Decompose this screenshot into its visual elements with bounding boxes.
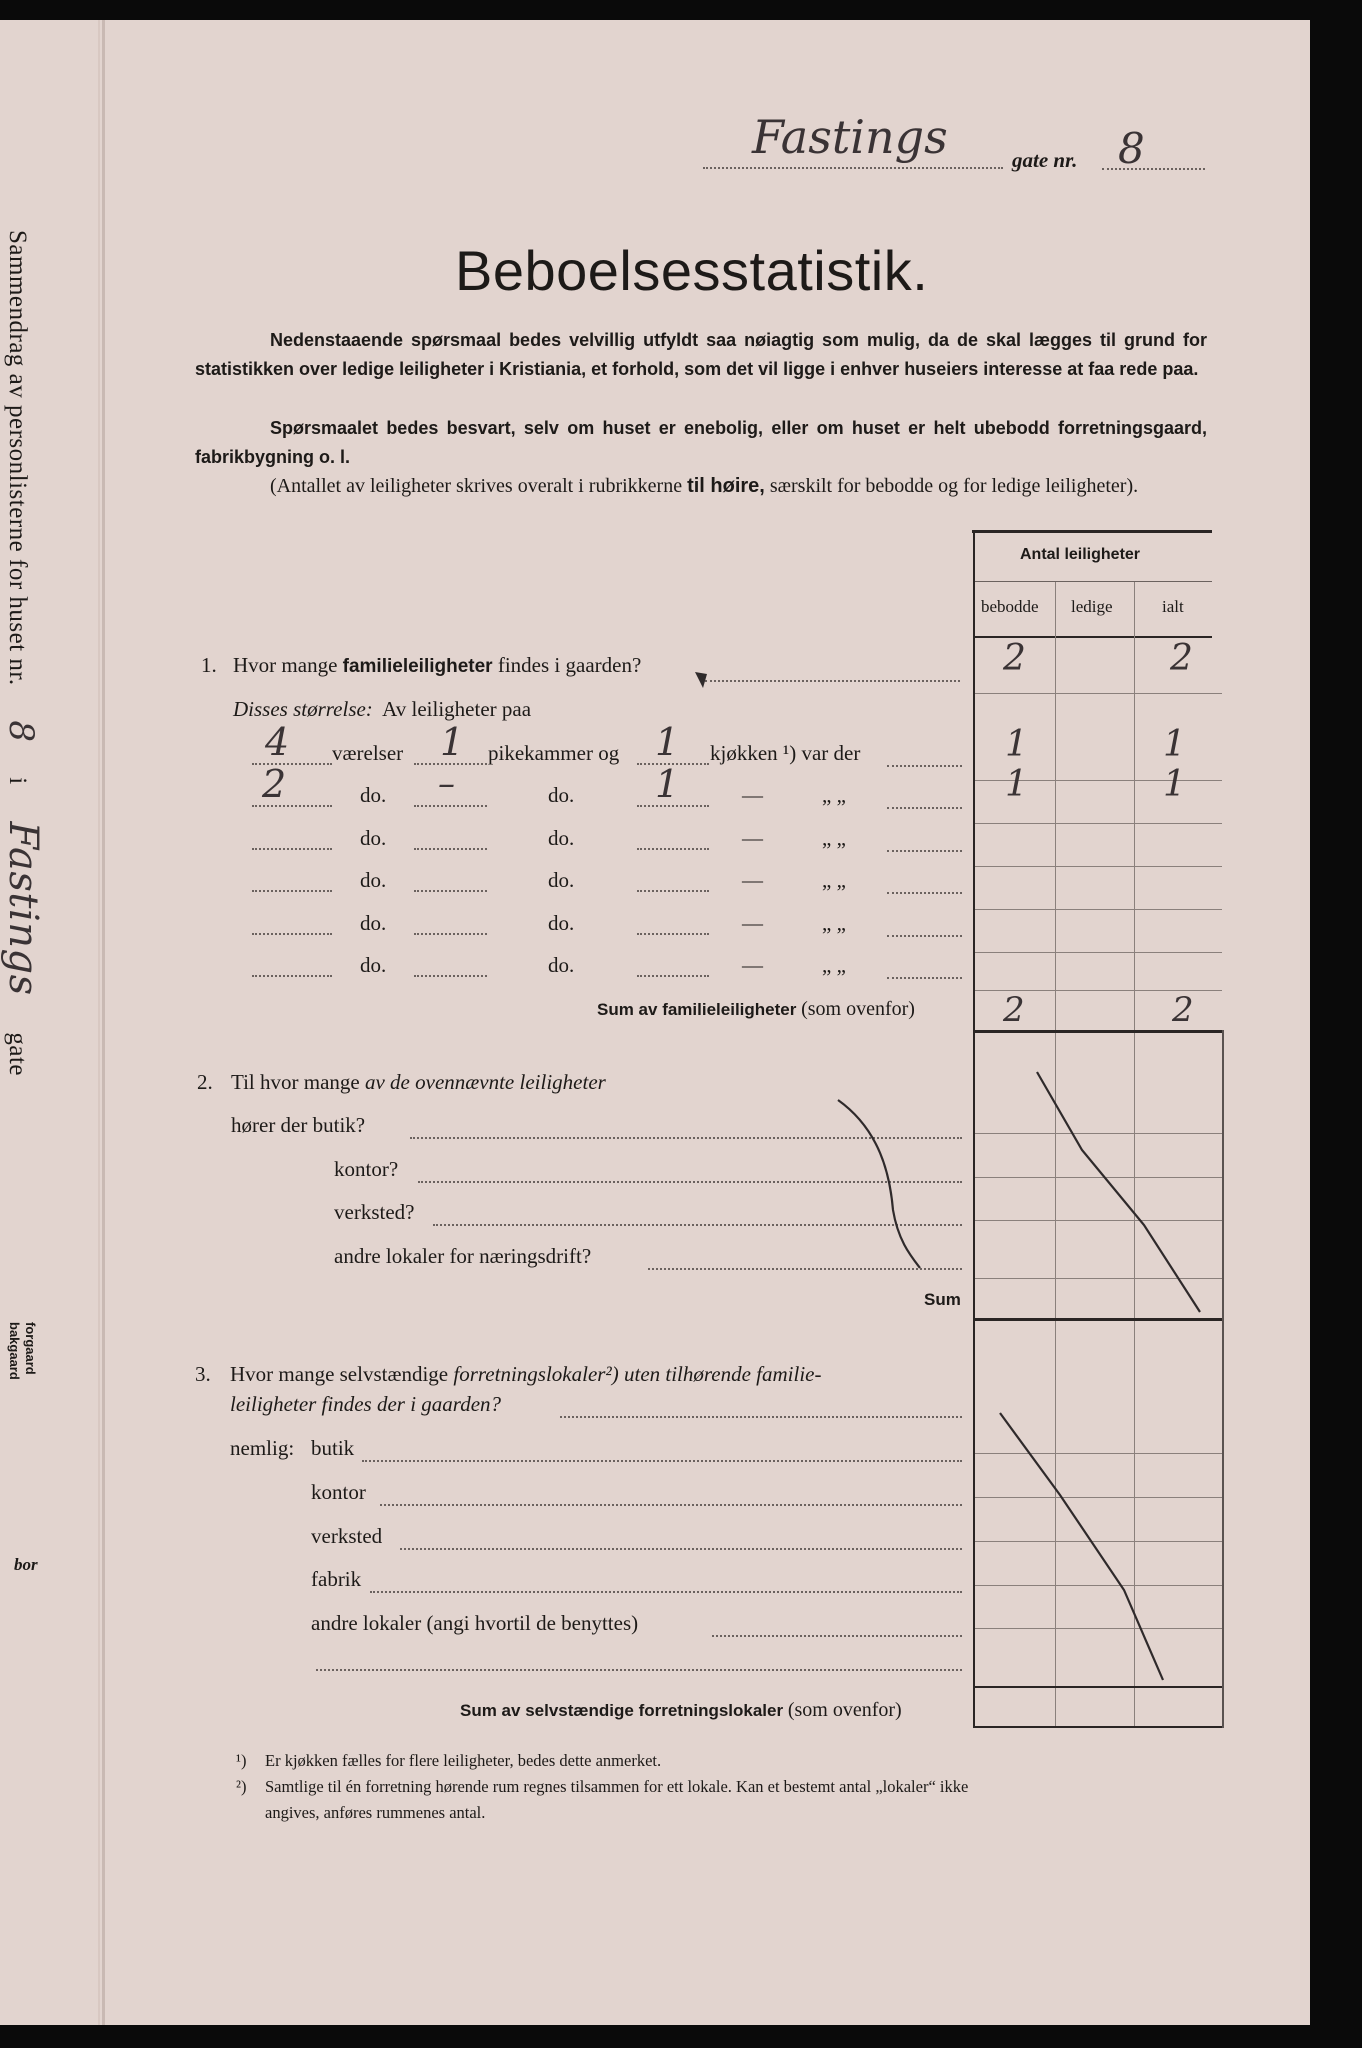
maid-label: pikekammer og — [488, 741, 620, 765]
kitchen-label: — — [742, 826, 763, 850]
q1-sum-bebodde: 2 — [1003, 990, 1025, 1030]
q3-text-a: Hvor mange selvstændige — [230, 1362, 449, 1386]
rooms-value: 4 — [265, 720, 290, 764]
row-bebodde: 1 — [1005, 724, 1028, 765]
sidebar-bor: bor — [14, 1555, 38, 1574]
sidebar-house-nr: 8 — [1, 720, 41, 743]
q3-sum-label-b: (som ovenfor) — [787, 1699, 902, 1721]
q2-table-cross-stroke — [1037, 1072, 1200, 1312]
row-ialt: 1 — [1163, 724, 1186, 765]
q1-sum-ialt: 2 — [1172, 990, 1194, 1030]
q1-sum-label-b: (som ovenfor) — [801, 998, 915, 1020]
q2-item-butik: hører der butik? — [231, 1113, 366, 1137]
page-title: Beboelsesstatistik. — [455, 239, 929, 302]
q1-number: 1. — [201, 653, 217, 677]
intro-p3-text-c: særskilt for bebodde og for ledige leiligheter). — [764, 475, 1139, 497]
ditto-marks: „ „ — [822, 868, 846, 892]
footnote-2-mark: ²) — [236, 1777, 247, 1796]
q1-bebodde: 2 — [1003, 638, 1026, 679]
q3-text-c: uten tilhørende familie- — [623, 1362, 822, 1386]
row-ialt: 1 — [1163, 764, 1186, 805]
col-header-ialt: ialt — [1162, 597, 1184, 616]
q1-ialt: 2 — [1170, 638, 1193, 679]
col-header-ledige: ledige — [1071, 597, 1113, 616]
q2-number: 2. — [197, 1070, 213, 1094]
sidebar-text-3: gate — [4, 1032, 31, 1077]
q1-sub-a: Disses størrelse: — [233, 697, 373, 721]
maid-label: do. — [548, 953, 575, 977]
rooms-label: do. — [360, 783, 387, 807]
q1-text-b: familieleiligheter — [342, 656, 493, 677]
q2-text-b: av de ovennævnte leiligheter — [364, 1070, 606, 1094]
maid-label: do. — [548, 826, 575, 850]
rooms-label: do. — [360, 868, 387, 892]
table-title: Antal leiligheter — [1020, 546, 1141, 563]
q2-cross-stroke — [838, 1100, 920, 1268]
maid-label: do. — [548, 783, 575, 807]
kitchen-label: — — [742, 783, 763, 807]
kitchen-value: 1 — [655, 762, 680, 806]
street-name-handwritten: Fastings — [752, 110, 948, 164]
intro-p3-emphasis: til høire, — [687, 475, 765, 497]
footnote-1-mark: ¹) — [236, 1751, 247, 1770]
intro-paragraph-2: Spørsmaalet bedes besvart, selv om huset er enebolig, eller om huset er helt ubebodd forretningsgaard, fabrikbygning o. l. — [195, 418, 1207, 467]
q2-text-a: Til hvor mange — [231, 1070, 360, 1094]
q3-prefix: nemlig: — [230, 1436, 295, 1460]
q2-sum-label: Sum — [924, 1290, 961, 1309]
gate-nr-label: gate nr. — [1012, 148, 1078, 172]
intro-paragraph-1: Nedenstaaende spørsmaal bedes velvillig utfyldt saa nøiagtig som mulig, da de skal lægges til grund for statistikken over ledige leiligheter i Kristiania, et forhold, som det vil ligge i enhver huseiers interesse at faa rede paa. — [195, 330, 1207, 379]
ink-blot — [695, 672, 707, 688]
q2-item-verksted: verksted? — [334, 1200, 415, 1224]
ditto-marks: „ „ — [822, 826, 846, 850]
q3-text-d: leiligheter findes der i gaarden? — [230, 1392, 502, 1416]
ditto-marks: „ „ — [822, 953, 846, 977]
sidebar-text-1: Sammendrag av personlisterne for huset nr. — [4, 230, 31, 686]
q3-item-kontor: kontor — [311, 1480, 366, 1504]
q1-sum-label-a: Sum av familieleiligheter — [597, 1000, 797, 1019]
rooms-label: do. — [360, 953, 387, 977]
q2-item-andre: andre lokaler for næringsdrift? — [334, 1244, 592, 1268]
rooms-label: do. — [360, 826, 387, 850]
q3-item-butik: butik — [311, 1436, 355, 1460]
rooms-value: 2 — [262, 762, 287, 806]
gate-nr-value: 8 — [1118, 124, 1145, 173]
kitchen-label: — — [742, 868, 763, 892]
ditto-marks: „ „ — [822, 911, 846, 935]
rooms-label: værelser — [332, 741, 404, 765]
q3-item-verksted: verksted — [311, 1524, 383, 1548]
footnote-2-text-cont: angives, anføres rummenes antal. — [265, 1803, 486, 1822]
q1-text-c: findes i gaarden? — [497, 653, 642, 677]
row-bebodde: 1 — [1005, 764, 1028, 805]
sidebar-text-2: i — [4, 777, 31, 785]
q3-text-b: forretningslokaler²) — [453, 1362, 619, 1386]
kitchen-label: kjøkken ¹) var der — [710, 741, 861, 765]
q2-item-kontor: kontor? — [334, 1157, 399, 1181]
q3-sum-label-a: Sum av selvstændige forretningslokaler — [460, 1701, 784, 1720]
q3-table-cross-stroke — [1000, 1413, 1163, 1680]
maid-value: – — [438, 764, 455, 804]
q3-number: 3. — [195, 1362, 211, 1386]
footnote-2-text: Samtlige til én forretning hørende rum regnes tilsammen for ett lokale. Kan et bestemt antal „lokaler“ ikke — [265, 1777, 969, 1796]
kitchen-value: 1 — [655, 720, 680, 764]
rooms-label: do. — [360, 911, 387, 935]
sidebar-forgaard: forgaard — [23, 1322, 38, 1375]
sidebar-street: Fastings — [0, 821, 46, 996]
footnote-1-text: Er kjøkken fælles for flere leiligheter, bedes dette anmerket. — [265, 1751, 662, 1770]
q1-text-a: Hvor mange — [233, 653, 338, 677]
col-header-bebodde: bebodde — [981, 597, 1039, 616]
q1-sub-b: Av leiligheter paa — [382, 697, 532, 721]
maid-value: 1 — [440, 720, 465, 764]
kitchen-label: — — [742, 911, 763, 935]
sidebar-bakgaard: bakgaard — [7, 1322, 22, 1380]
intro-p3-text-a: (Antallet av leiligheter skrives overalt i rubrikkerne — [270, 475, 688, 497]
kitchen-label: — — [742, 953, 763, 977]
ditto-marks: „ „ — [822, 783, 846, 807]
maid-label: do. — [548, 868, 575, 892]
maid-label: do. — [548, 911, 575, 935]
q3-item-andre: andre lokaler (angi hvortil de benyttes) — [311, 1611, 639, 1635]
q3-item-fabrik: fabrik — [311, 1567, 362, 1591]
